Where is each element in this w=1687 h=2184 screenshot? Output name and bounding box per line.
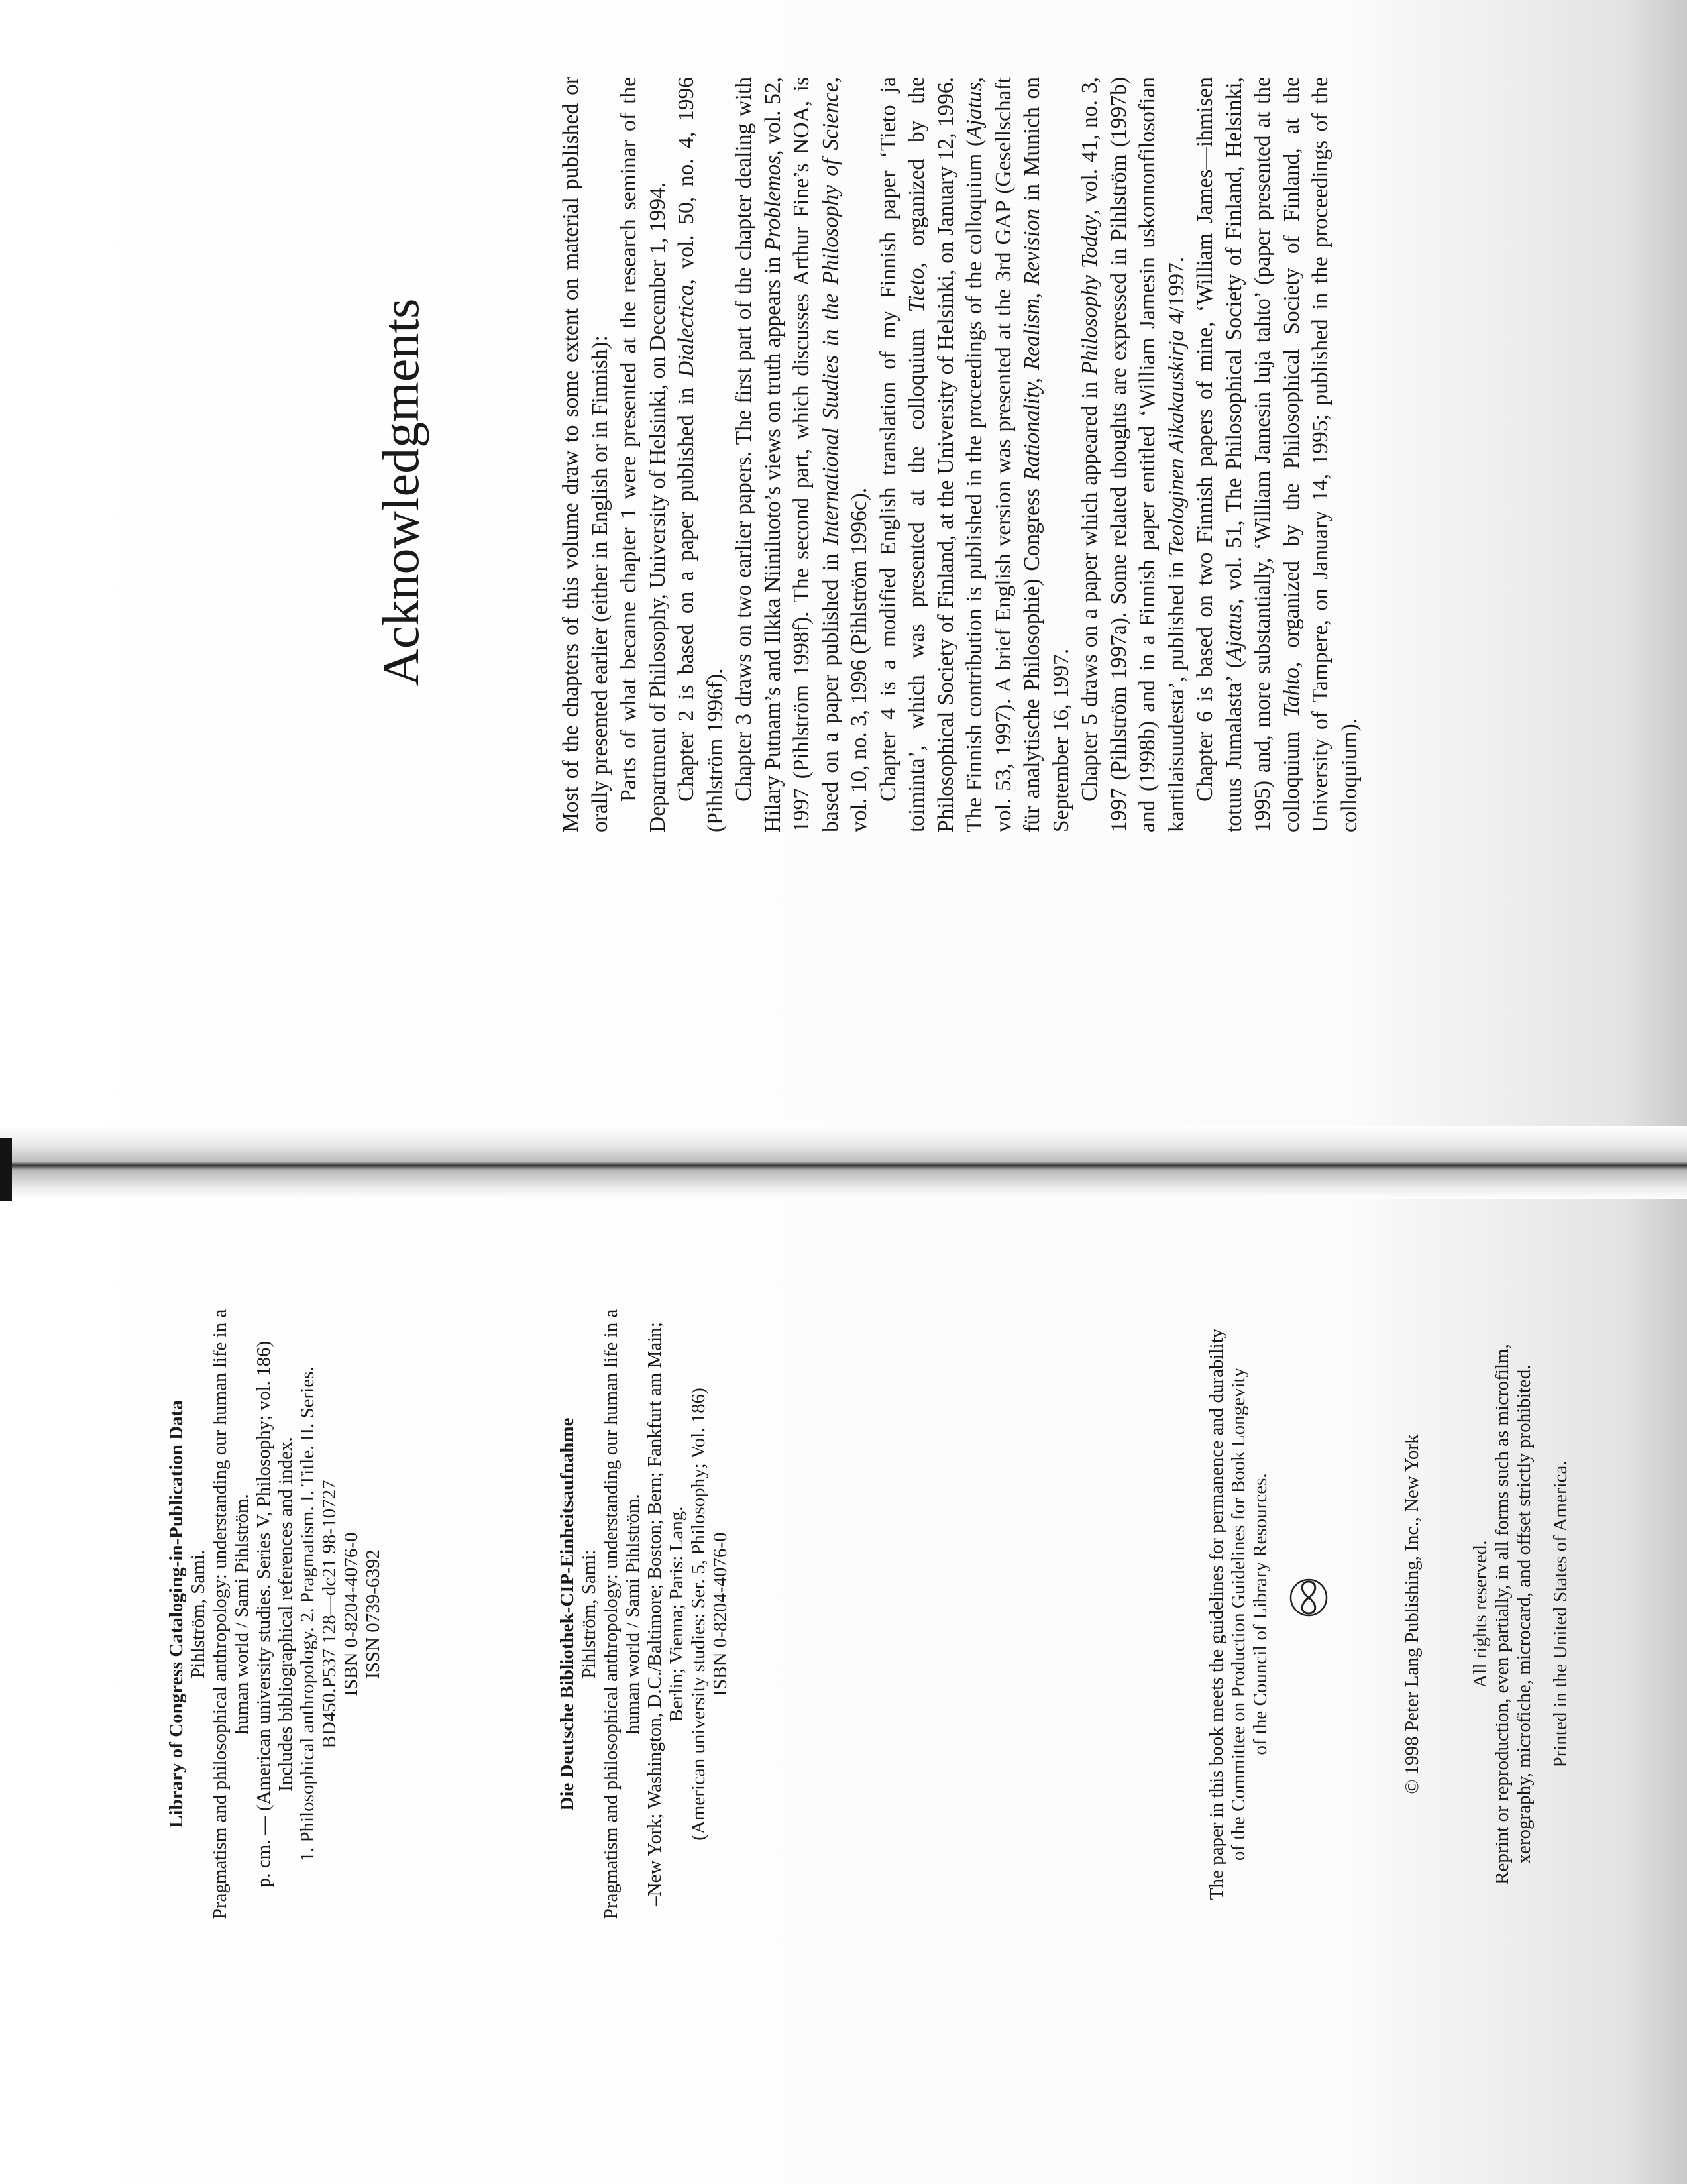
- ack-paragraph-chapter3: [730, 77, 874, 832]
- paper-note-line1: The paper in this book meets the guidelines for permanence and durability: [1206, 1328, 1227, 1900]
- loc-bib-line: Includes bibliographical references and index.: [275, 1437, 296, 1792]
- loc-heading: Library of Congress Cataloging-in-Publication Data: [166, 1400, 187, 1828]
- ack-text: , vol. 41, no. 3, 1997 (Pihlström 1997a). Some related thoughts are expressed in Pihlström (1997b) and (1998b) and in a Finnish paper entitled ‘William Jamesin uskonnonfilosofian kantilaisuudesta’, published in: [1077, 77, 1189, 832]
- page-title: Acknowledgments: [372, 298, 429, 686]
- copyright-page: [0, 1058, 1687, 2184]
- printed-line: Printed in the United States of America.: [1550, 1460, 1571, 1768]
- rights-line: All rights reserved.: [1470, 1540, 1491, 1688]
- ack-paragraph-chapter4: [874, 77, 1076, 832]
- loc-title-line2: human world / Sami Pihlström.: [231, 1494, 252, 1735]
- ack-journal-title: Philosophy Today: [1077, 215, 1102, 375]
- ack-journal-title: Ajatus: [962, 82, 987, 139]
- imprint-block: [1401, 1283, 1572, 1945]
- loc-class-line: BD450.P537 128—dc21 98-10727: [319, 1480, 340, 1749]
- ack-text: Chapter 2 is based on a paper published in: [674, 377, 698, 802]
- ack-paragraph-intro: Most of the chapters of this volume draw to some extent on material published or orally presented earlier (either in English or in Finnish):: [559, 77, 612, 832]
- reprint-line1: Reprint or reproduction, even partially, in all forms such as microfilm,: [1492, 1344, 1513, 1884]
- ack-paragraph-chapter6: [1191, 77, 1364, 832]
- paper-note-line3: of the Council of Library Resources.: [1250, 1473, 1271, 1755]
- ack-text: Chapter 6 is based on two Finnish papers of mine, ‘William James—ihmisen totuus Jumalasta’ (: [1193, 77, 1246, 832]
- dnb-heading: Die Deutsche Bibliothek-CIP-Einheitsaufnahme: [557, 1417, 578, 1811]
- ack-text: , vol. 50, no. 4, 1996 (Pihlström 1996f).: [674, 77, 728, 832]
- permanence-infinity-icon: [1289, 1571, 1329, 1624]
- ack-paragraph-chapter5: [1075, 77, 1191, 832]
- paper-note-line2: of the Committee on Production Guidelines for Book Longevity: [1228, 1367, 1249, 1861]
- ack-text: , vol. 51, The Philosophical Society of Finland, Helsinki, 1995) and, more substantially, ‘William Jamesin luja tahto’ (paper presented at the colloquium: [1221, 77, 1304, 832]
- ack-journal-title: Teologinen Aikakauskirja: [1164, 329, 1189, 557]
- loc-author: Pihlström, Sami.: [188, 1549, 209, 1679]
- ack-journal-title: Ajatus: [1221, 604, 1246, 661]
- loc-issn: ISSN 0739-6392: [362, 1549, 384, 1679]
- ack-colloquium-title: Tieto: [904, 268, 929, 313]
- ack-journal-title: Problemos: [760, 155, 785, 251]
- copyright-line: © 1998 Peter Lang Publishing, Inc., New York: [1401, 1434, 1423, 1794]
- dnb-series-line: (American university studies: Ser. 5, Philosophy; Vol. 186): [688, 1388, 709, 1841]
- dnb-places-line2: Berlin; Vienna; Paris: Lang.: [666, 1506, 687, 1722]
- dnb-author: Pihlström, Sami:: [578, 1549, 600, 1679]
- loc-cip-block: [166, 1283, 384, 1945]
- acknowledgments-body: [557, 77, 1364, 832]
- ack-text: Chapter 4 is a modified English translation of my Finnish paper ‘Tieto ja toiminta’, which was presented at the colloquium: [875, 77, 929, 832]
- ack-paragraph-chapter1: Parts of what became chapter 1 were presented at the research seminar of the Department of Philosophy, University of Helsinki, on December 1, 1994.: [616, 77, 670, 832]
- ack-text: , vol. 53, 1997). A brief English version was presented at the 3rd GAP (Gesellschaft für analytische Philosophie) Congress: [962, 77, 1044, 832]
- ack-journal-title: International Studies in the Philosophy of Science: [818, 82, 843, 545]
- ack-text: Chapter 3 draws on two earlier papers. The first part of the chapter dealing with Hilary Putnam’s and Ilkka Niiniluoto’s views on truth appears in: [732, 77, 785, 832]
- loc-title-line1: Pragmatism and philosophical anthropology: understanding our human life in a: [209, 1309, 231, 1920]
- dnb-isbn: ISBN 0-8204-4076-0: [710, 1532, 731, 1696]
- ack-text: in Munich on September 16, 1997.: [1020, 77, 1073, 832]
- paper-permanence-note: [1206, 1283, 1272, 1945]
- reprint-line2: xerography, microfiche, microcard, and offset strictly prohibited.: [1513, 1364, 1535, 1864]
- dnb-places-line1: –New York; Washington, D.C./Baltimore; Boston; Bern; Fankfurt am Main;: [644, 1322, 665, 1906]
- ack-journal-title: Dialectica: [674, 284, 698, 378]
- ack-text: , vol. 52, 1997 (Pihlström 1998f). The second part, which discusses Arthur Fine’s NOA, is based on a paper published in: [760, 77, 843, 832]
- ack-text: , organized by the Philosophical Society of Finland, at the University of Helsinki, on January 12, 1996. The Finnish contribution is published in the proceedings of the colloquium (: [904, 77, 987, 832]
- ack-text: 4/1997.: [1164, 256, 1189, 330]
- dnb-cip-block: [557, 1283, 732, 1945]
- ack-text: , vol. 10, no. 3, 1996 (Pihlström 1996c).: [818, 77, 871, 832]
- loc-isbn: ISBN 0-8204-4076-0: [341, 1532, 362, 1696]
- ack-paragraph-chapter2: [672, 77, 730, 832]
- loc-series-line: p. cm. — (American university studies. Series V, Philosophy; vol. 186): [253, 1340, 274, 1888]
- ack-text: Chapter 5 draws on a paper which appeared in: [1077, 374, 1102, 802]
- dnb-title-line1: Pragmatism and philosophical anthropology: understanding our human life in a: [600, 1309, 622, 1920]
- ack-text: , organized by the Philosophical Society of Finland, at the University of Tampere, on January 14, 1995; published in the proceedings of the colloquium).: [1279, 77, 1362, 832]
- loc-subjects-line: 1. Philosophical anthropology. 2. Pragmatism. I. Title. II. Series.: [297, 1366, 318, 1862]
- dnb-title-line2: human world / Sami Pihlström.: [622, 1494, 643, 1735]
- ack-colloquium-title: Tahto: [1279, 667, 1304, 718]
- ack-congress-title: Rationality, Realism, Revision: [1020, 208, 1044, 481]
- acknowledgments-page: [0, 0, 1687, 985]
